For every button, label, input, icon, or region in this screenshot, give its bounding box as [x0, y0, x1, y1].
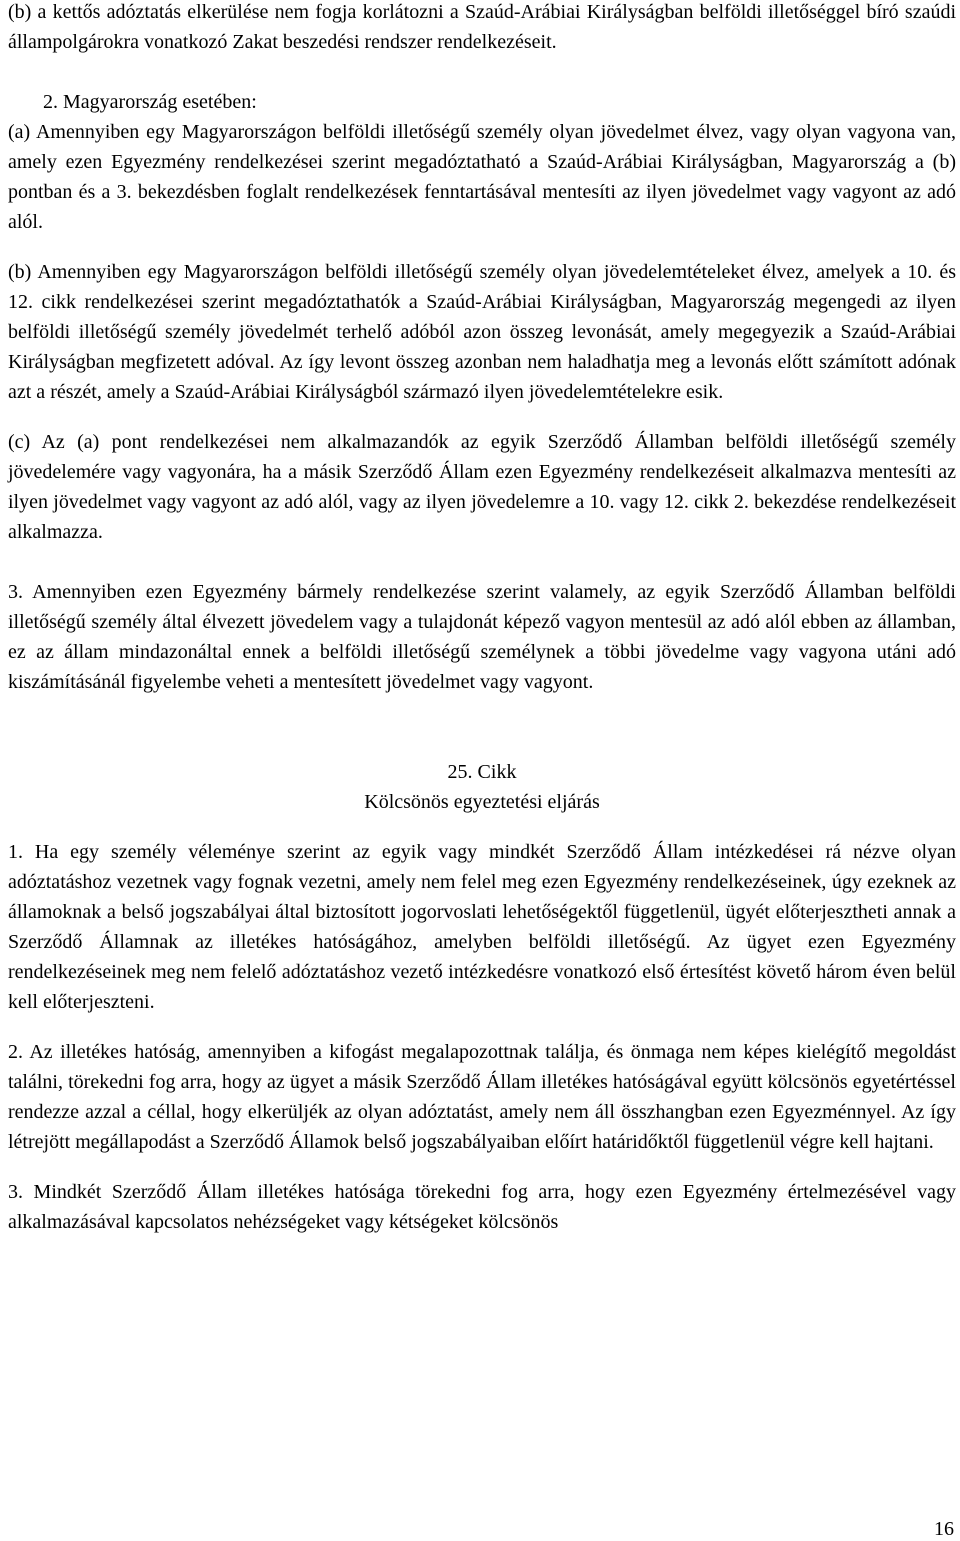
paragraph-3-progression: 3. Amennyiben ezen Egyezmény bármely rendelkezése szerint valamely, az egyik Szerződő Államban belföldi illetőségű személy által élvezett jövedelem vagy a tulajdonát képező vagyon mentesül az adó alól ebben az államban, ez az állam mindazonáltal ennek a belföldi illetőségű személynek a többi jövedelme vagy vagyona utáni adó kiszámításánál figyelembe veheti a mentesített jövedelmet vagy vagyont. [8, 581, 956, 693]
paragraph-b-deduction: (b) Amennyiben egy Magyarországon belföldi illetőségű személy olyan jövedelemtételeket élvez, amelyek a 10. és 12. cikk rendelkezései szerint megadóztathatók a Szaúd-Arábiai Királyságban, Magyarország megengedi az ilyen belföldi illetőségű személy jövedelmét terhelő adóból azon összeg levonását, amely megegyezik a Szaúd-Arábiai Királyságban megfizetett adóval. Az így levont összeg azonban nem haladhatja meg a levonás előtt számított adónak azt a részét, amely a Szaúd-Arábiai Királyságból származó ilyen jövedelemtételekre esik. [8, 261, 956, 403]
article-number: 25. Cikk [447, 761, 517, 783]
paragraph-25-3: 3. Mindkét Szerződő Állam illetékes hatósága törekedni fog arra, hogy ezen Egyezmény értelmezésével vagy alkalmazásával kapcsolatos nehézségeket vagy kétségeket kölcsönös [8, 1181, 956, 1233]
page-number: 16 [934, 1518, 954, 1540]
article-title: Kölcsönös egyeztetési eljárás [364, 791, 600, 813]
paragraph-b-zakat: (b) a kettős adóztatás elkerülése nem fogja korlátozni a Szaúd-Arábiai Királyságban belföldi illetőséggel bíró szaúdi állampolgárokra vonatkozó Zakat beszedési rendszer rendelkezéseit. [8, 1, 956, 53]
document-page [8, 0, 956, 1237]
paragraph-a-exemption: (a) Amennyiben egy Magyarországon belföldi illetőségű személy olyan jövedelmet élvez, vagy olyan vagyona van, amely ezen Egyezmény rendelkezései szerint megadóztatható a Szaúd-Arábiai Királyságban, Magyarország a (b) pontban és a 3. bekezdésben foglalt rendelkezések fenntartásával mentesíti az ilyen jövedelmet vagy vagyont az adó alól. [8, 121, 956, 233]
paragraph-hungary-heading: 2. Magyarország esetében: [43, 91, 257, 113]
paragraph-c-exception: (c) Az (a) pont rendelkezései nem alkalmazandók az egyik Szerződő Államban belföldi illetőségű személy jövedelemére vagy vagyonára, ha a másik Szerződő Állam ezen Egyezmény rendelkezéseit alkalmazva mentesíti az ilyen jövedelmet vagy vagyont az adó alól, vagy az ilyen jövedelemre a 10. vagy 12. cikk 2. bekezdése rendelkezéseit alkalmazza. [8, 431, 956, 543]
paragraph-25-2: 2. Az illetékes hatóság, amennyiben a kifogást megalapozottnak találja, és önmaga nem képes kielégítő megoldást találni, törekedni fog arra, hogy az ügyet a másik Szerződő Állam illetékes hatóságával együtt kölcsönös egyetértéssel rendezze azzal a céllal, hogy elkerüljék az olyan adóztatást, amely nem áll összhangban ezen Egyezménnyel. Az így létrejött megállapodást a Szerződő Államok belső jogszabályaiban előírt határidőktől függetlenül végre kell hajtani. [8, 1041, 956, 1153]
paragraph-25-1: 1. Ha egy személy véleménye szerint az egyik vagy mindkét Szerződő Állam intézkedései rá nézve olyan adóztatáshoz vezetnek vagy fognak vezetni, amely nem felel meg ezen Egyezmény rendelkezéseinek, úgy ezeknek az államoknak a belső jogszabályai által biztosított jogorvoslati lehetőségektől függetlenül, ügyét előterjesztheti annak a Szerződő Államnak az illetékes hatóságához, amelyben belföldi illetőségű. Az ügyet ezen Egyezmény rendelkezéseinek meg nem felelő adóztatáshoz vezető intézkedésre vonatkozó első értesítést követő három éven belül kell előterjeszteni. [8, 841, 956, 1013]
